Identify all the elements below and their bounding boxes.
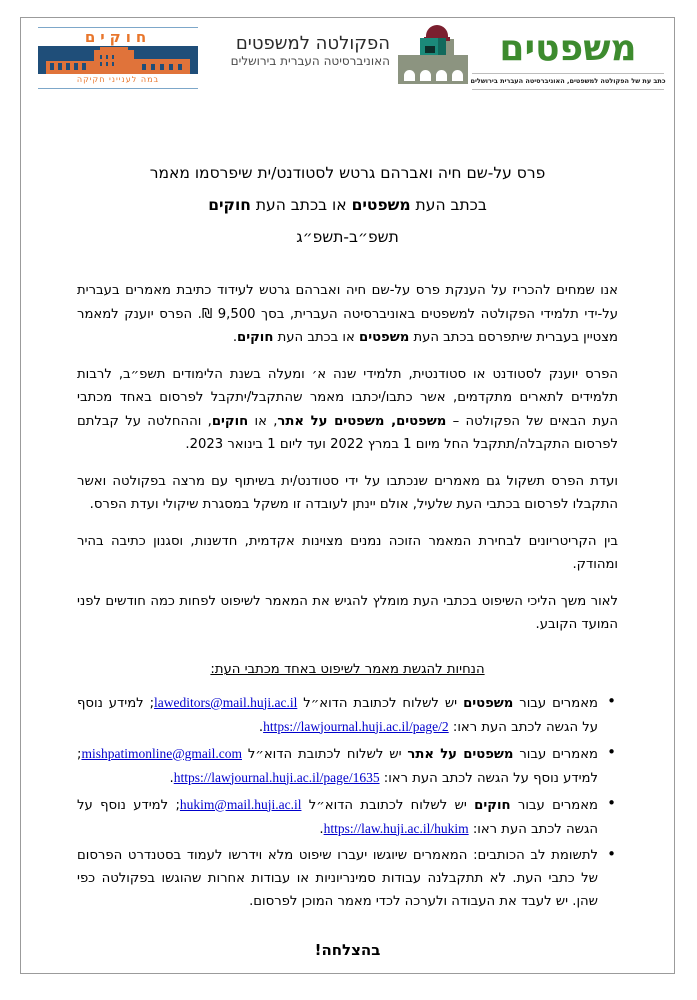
paragraph-2-part-e: , וההחלטה על קבלתם לפרסום התקבלה/תתקבל החל מיום 1 במרץ 2022 ועד ליום 1 בינואר 2023. [77,413,618,452]
paragraph-1-bold-hukim: חוקים [237,330,274,345]
bullet-1-text-d: . [258,719,264,735]
faculty-logo-subtitle: האוניברסיטה העברית בירושלים [230,54,390,68]
instructions-bullet-list [77,691,618,913]
bullet-1-email-link[interactable]: laweditors@mail.huji.ac.il [154,694,298,710]
paragraph-2-part-c: , או [248,413,278,429]
hukim-window-icon [112,62,114,66]
title-line-2-part-c: או בכתב העת [250,196,352,214]
hukim-arch-icon [142,64,146,70]
bullet-3-text-d: . [319,821,324,837]
paragraph-2-part-a: הפרס יוענק לסטודנט או סטודנטית, תלמידי שנה א׳ ומעלה בשנת הלימודים תשפ״ב, לרבות תלמידים לתארים מתקדמים, אשר כתבו/יכתבו מאמר שהתקבל/יתקבל לפרסום באחד מכתבי העת הבאים של הפקולטה – [77,366,619,429]
mishpatim-rule-bottom [472,89,664,90]
hukim-building-illustration [38,46,198,74]
bullet-2-journal-name: משפטים על אתר [407,746,514,762]
document-body [77,157,618,959]
bullet-1-text-a: מאמרים עבור [513,695,598,711]
hukim-building-roof [100,47,128,52]
list-item [77,844,618,913]
bullet-2-email-link[interactable]: mishpatimonline@gmail.com [81,745,242,761]
hukim-arch-icon [74,63,78,70]
faculty-base-shape [398,81,468,84]
paragraph-4: בין הקריטריונים לבחירת המאמר הזוכה נמנים מצוינות אקדמית, חדשנות, וסגנון כתיבה בהיר ומהודק. [77,533,618,572]
hukim-arch-icon [66,63,70,70]
faculty-logo-text [231,33,390,69]
paragraph-5: לאור משך הליכי השיפוט בכתבי העת מומלץ להגיש את המאמר לשיפוט לפחות כמה חודשים לפני המועד הקובע. [77,593,618,632]
paragraph-2-bold-hukim: חוקים [211,413,249,429]
hukim-arch-icon [151,64,155,70]
list-item [77,691,618,739]
paragraph-1-part-a: אנו שמחים להכריז על הענקת פרס על-שם חיה ואברהם גרטש לעידוד כתיבת מאמרים בעברית על-ידי תלמידי הפקולטה למשפטים באוניברסיטה העברית, בסך 9,500 ₪. הפרס יוענק למאמר מצטיין בעברית שיתפרסם בכתב העת [77,283,618,345]
faculty-arcade-shape [398,55,468,83]
mishpatim-journal-logo [470,29,666,97]
hukim-window-icon [112,55,114,59]
hukim-window-icon [100,62,102,66]
paragraph-1-part-c: או בכתב העת [273,330,360,345]
mishpatim-rule-top [472,73,664,74]
faculty-of-law-logo [206,25,468,87]
document-title-block [77,157,618,253]
bullet-2-text-a: מאמרים עבור [513,746,598,762]
paragraph-2 [77,363,618,457]
list-item [77,742,618,790]
title-line-3-years: תשפ״ב-תשפ״ג [296,228,399,246]
paragraph-3: ועדת הפרס תשקול גם מאמרים שנכתבו על ידי סטודנט/ית בשיתוף עם מרצה בפקולטה ואשר התקבלו לפרסום בכתבי העת שלעיל, אולם יינתן לעובדה זו משקל במסגרת שיקולי ועדת הפרס. [77,473,618,512]
hukim-arch-icon [178,64,182,70]
title-line-2-part-a: בכתב העת [410,196,487,214]
mishpatim-logo-subtitle: כתב עת של הפקולטה למשפטים, האוניברסיטה העברית בירושלים [470,77,666,85]
hukim-window-icon [106,62,108,66]
hukim-arch-icon [169,64,173,70]
bullet-3-text-c: ; למידע נוסף על הגשה לכתב העת ראו: [77,797,598,837]
hukim-window-icon [100,55,102,59]
faculty-logo-title: הפקולטה למשפטים [235,33,390,54]
paragraph-1-part-e: . [232,330,238,345]
instructions-heading [77,659,618,681]
bullet-2-text-c: ; למידע נוסף על הגשה לכתב העת ראו: [77,746,598,786]
paragraph-1 [77,279,618,350]
instructions-heading-text: הנחיות להגשת מאמר לשיפוט באחד מכתבי העת: [210,661,485,677]
hukim-bottom-rule [38,88,198,89]
title-line-2-bold-hukim: חוקים [208,196,251,214]
bullet-1-journal-name: משפטים [463,695,514,711]
bullet-1-text-c: ; למידע נוסף על הגשה לכתב העת ראו: [77,695,598,735]
document-page [20,17,675,974]
bullet-3-email-link[interactable]: hukim@mail.huji.ac.il [179,796,302,812]
list-item [77,793,618,841]
bullet-3-journal-name: חוקים [474,797,511,813]
header-logo-bar [29,23,666,109]
bullet-3-text-b: יש לשלוח לכתובת הדוא״ל [301,797,475,813]
closing-wish: בהצלחה! [314,940,381,959]
bullet-2-text-d: . [169,770,174,786]
hukim-logo-subtitle: במה לענייני חקיקה [76,75,160,84]
hukim-window-icon [106,55,108,59]
hukim-logo-word: חוקים [84,28,152,46]
hukim-arch-icon [50,63,54,70]
bullet-3-text-a: מאמרים עבור [510,797,598,813]
paragraph-2-bold-journals: משפטים, משפטים על אתר [277,413,447,429]
hukim-arch-icon [58,63,62,70]
mishpatim-logo-word: משפטים [499,28,637,69]
title-line-2-bold-mishpatim: משפטים [351,196,411,214]
bullet-3-url-link[interactable]: https://law.huji.ac.il/hukim [323,820,469,836]
faculty-cube-window-icon [425,46,435,53]
title-line-1: פרס על-שם חיה ואברהם גרטש לסטודנט/ית שיפרסמו מאמר [149,164,546,182]
bullet-1-url-link[interactable]: https://lawjournal.huji.ac.il/page/2 [263,718,449,734]
bullet-4-note-text: לתשומת לב הכותבים: המאמרים שיוגשו יעברו שיפוט מלא וידרשו לעמוד בסטנדרט הפרסום של כתבי העת. לא תתקבלנה עבודות סמינריוניות או עבודות אחרות שהוגשו בפקולטה כפי שהן. יש לעבד את העבודה ולערכה לכדי מאמר המוכן לפרסום. [77,847,598,909]
bullet-2-text-b: יש לשלוח לכתובת הדוא״ל [242,746,408,762]
hukim-journal-logo [38,27,198,101]
faculty-building-mark-icon [398,25,468,85]
bullet-2-url-link[interactable]: https://lawjournal.huji.ac.il/page/1635 [173,769,380,785]
paragraph-1-bold-mishpatim: משפטים [359,330,410,345]
hukim-arch-icon [160,64,164,70]
hukim-arch-icon [82,63,86,70]
title-line-2 [77,189,618,221]
bullet-1-text-b: יש לשלוח לכתובת הדוא״ל [297,695,464,711]
